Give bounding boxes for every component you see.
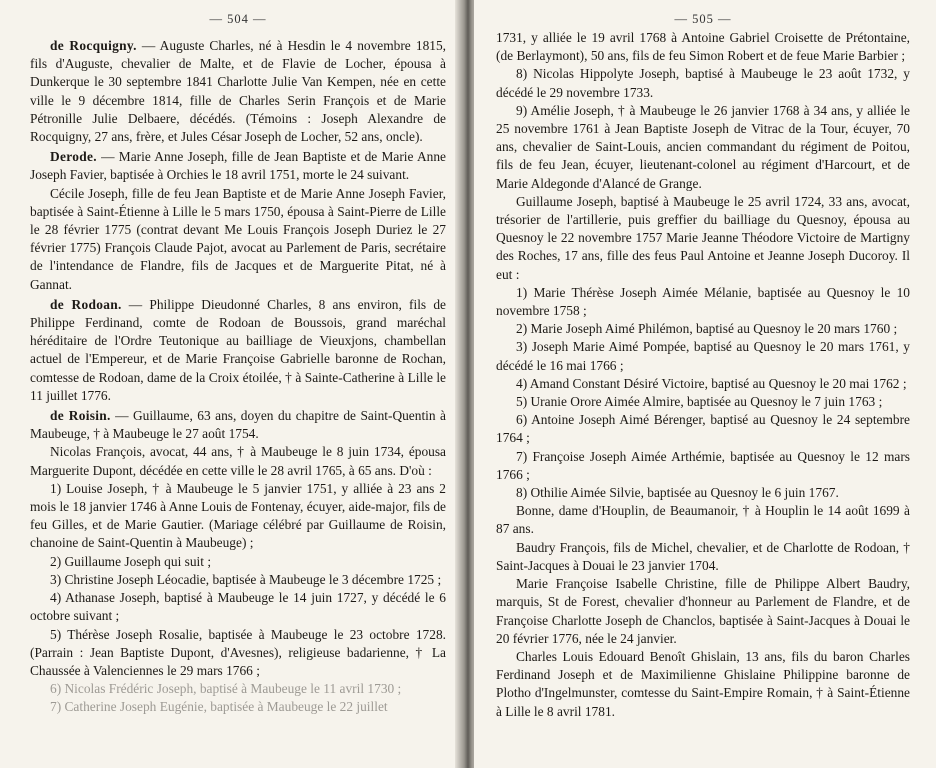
paragraph	[30, 589, 446, 625]
paragraph	[30, 37, 446, 146]
paragraph-text: 3) Christine Joseph Léocadie, baptisée à Maubeuge le 3 décembre 1725 ;	[50, 571, 442, 587]
paragraph-text: 9) Amélie Joseph, † à Maubeuge le 26 janvier 1768 à 34 ans, y alliée le 25 novembre 1761 à Jean Baptiste Joseph de Vitrac de la Tour, écuyer, 70 ans, chevalier de Saint-Louis, ancien commandant du régiment de Poitou, fils de feu Jean, écuyer, lieutenant-colonel au régiment d'Harcourt, et de Marie Aldegonde d'Alancé de Grange.	[496, 102, 910, 191]
paragraph	[496, 29, 910, 65]
paragraph	[496, 575, 910, 648]
paragraph-text: 5) Uranie Orore Aimée Almire, baptisée au Quesnoy le 7 juin 1763 ;	[516, 394, 883, 410]
paragraph	[496, 338, 910, 374]
paragraph	[496, 320, 910, 338]
paragraph	[496, 284, 910, 320]
paragraph-text: 6) Antoine Joseph Aimé Bérenger, baptisé au Quesnoy le 24 septembre 1764 ;	[496, 412, 910, 446]
paragraph-text: 6) Nicolas Frédéric Joseph, baptisé à Maubeuge le 11 avril 1730 ;	[50, 681, 402, 697]
family-name-heading: de Roisin.	[50, 408, 111, 424]
paragraph-text: 5) Thérèse Joseph Rosalie, baptisée à Maubeuge le 23 octobre 1728. (Parrain : Jean Baptiste Dupont, d'Avesnes), religieuse badarienne, † La Chaussée à Valenciennes le 29 mars 1766 ;	[30, 626, 446, 678]
paragraph	[30, 185, 446, 294]
paragraph-text: — Guillaume, 63 ans, doyen du chapitre de Saint-Quentin à Maubeuge, † à Maubeuge le 27 août 1754.	[30, 408, 446, 442]
paragraph	[30, 407, 446, 443]
paragraph-text: Marie Françoise Isabelle Christine, fille de Philippe Albert Baudry, marquis, St de Forest, chevalier d'honneur au Parlement de Flandre, et de Françoise Charlotte Joseph de Chanclos, baptisée à Saint-Jacques à Douai le 20 février 1776, née le 24 janvier.	[496, 576, 910, 646]
paragraph	[496, 484, 910, 502]
paragraph-text: Guillaume Joseph, baptisé à Maubeuge le 25 avril 1724, 33 ans, avocat, trésorier de l'artillerie, puis greffier du bailliage du Quesnoy, épousa au Quesnoy le 22 novembre 1757 Marie Jeanne Théodore Victoire de Martigny des Roches, 17 ans, fille des feus Paul Antoine et Jeanne Joseph Ducoroy. Il eut :	[496, 193, 910, 282]
paragraph	[496, 193, 910, 284]
paragraph	[496, 65, 910, 101]
paragraph	[30, 680, 446, 698]
paragraph	[30, 698, 446, 716]
paragraph	[496, 648, 910, 721]
paragraph	[496, 102, 910, 193]
paragraph-text: — Auguste Charles, né à Hesdin le 4 novembre 1815, fils d'Auguste, chevalier de Malte, et de Flavie de Locher, épousa à Dunkerque le 30 septembre 1841 Charlotte Julie Van Kempen, née en cette ville le 9 décembre 1814, fille de Charles Serin François et de Marie Pétronille Julie Delbaere, décédés. (Témoins : Joseph Alexandre de Rocquigny, 27 ans, frère, et Jules César Joseph de Locher, 52 ans, oncle).	[30, 38, 446, 145]
paragraph	[30, 553, 446, 571]
paragraph-text: 3) Joseph Marie Aimé Pompée, baptisé au Quesnoy le 20 mars 1761, y décédé le 16 mai 1766 ;	[496, 339, 910, 373]
right-page	[474, 0, 936, 768]
family-name-heading: de Rodoan.	[50, 296, 122, 312]
paragraph	[30, 571, 446, 589]
paragraph	[30, 443, 446, 479]
paragraph-text: 1) Louise Joseph, † à Maubeuge le 5 janvier 1751, y alliée à 23 ans 2 mois le 18 janvier 1746 à Anne Louis de Fontenay, écuyer, aide-major, fils de feu Gilles, et de Marie Gautier. (Mariage célébré par Guillaume de Roisin, chanoine de Saint-Quentin à Maubeuge) ;	[30, 480, 446, 551]
paragraph-text: 1731, y alliée le 19 avril 1768 à Antoine Gabriel Croisette de Prétontaine, (de Berlaymont), 50 ans, fils de feu Simon Robert et de feue Marie Barbier ;	[496, 30, 910, 64]
paragraph-text: 4) Athanase Joseph, baptisé à Maubeuge le 14 juin 1727, y décédé le 6 octobre suivant ;	[30, 590, 446, 624]
paragraph-text: 8) Othilie Aimée Silvie, baptisée au Quesnoy le 6 juin 1767.	[516, 485, 839, 501]
paragraph	[496, 502, 910, 538]
right-page-text	[496, 29, 910, 721]
paragraph	[496, 375, 910, 393]
paragraph-text: Cécile Joseph, fille de feu Jean Baptiste et de Marie Anne Joseph Favier, baptisée à Saint-Étienne à Lille le 5 mars 1750, épousa à Saint-Pierre de Lille le 28 février 1775 (contrat devant Me Louis François Joseph Duriez le 27 février 1775) François Claude Pajot, avocat au Parlement de Paris, secrétaire de l'intendance de Flandre, fils de Jacques et de Marguerite Pitat, né à Gannat.	[30, 185, 446, 292]
paragraph-text: 4) Amand Constant Désiré Victoire, baptisé au Quesnoy le 20 mai 1762 ;	[516, 375, 907, 391]
paragraph-text: Bonne, dame d'Houplin, de Beaumanoir, † à Houplin le 14 août 1699 à 87 ans.	[496, 503, 910, 537]
paragraph	[30, 148, 446, 184]
left-page-text	[30, 37, 446, 717]
paragraph	[30, 626, 446, 681]
paragraph	[30, 480, 446, 553]
paragraph-text: 8) Nicolas Hippolyte Joseph, baptisé à Maubeuge le 23 août 1732, y décédé le 29 novembre 1733.	[496, 66, 910, 100]
family-name-heading: de Rocquigny.	[50, 38, 137, 53]
paragraph	[496, 393, 910, 411]
paragraph-text: — Marie Anne Joseph, fille de Jean Baptiste et de Marie Anne Joseph Favier, baptisée à Orchies le 18 avril 1751, morte le 24 suivant.	[30, 149, 446, 183]
paragraph-text: 1) Marie Thérèse Joseph Aimée Mélanie, baptisée au Quesnoy le 10 novembre 1758 ;	[496, 284, 910, 319]
paragraph	[30, 296, 446, 405]
paragraph-text: 7) Catherine Joseph Eugénie, baptisée à Maubeuge le 22 juillet	[50, 699, 388, 715]
left-page	[0, 0, 462, 768]
paragraph-text: — Philippe Dieudonné Charles, 8 ans environ, fils de Philippe Ferdinand, comte de Rodoan de Boussois, grand maréchal héréditaire de l'Ordre Teutonique au bailliage de Vieuxjons, chambellan actuel de l'Empereur, et de Marie Françoise Gabrielle baronne de Rochan, comtesse de Rodoan, dame de la Croix étoilée, † à Sainte-Catherine à Lille le 11 juillet 1776.	[30, 296, 446, 403]
paragraph-text: 7) Françoise Joseph Aimée Arthémie, baptisée au Quesnoy le 12 mars 1766 ;	[496, 448, 910, 482]
paragraph-text: Baudry François, fils de Michel, chevalier, et de Charlotte de Rodoan, † Saint-Jacques à Douai le 23 janvier 1704.	[496, 539, 910, 573]
paragraph	[496, 411, 910, 447]
paragraph-text: 2) Marie Joseph Aimé Philémon, baptisé au Quesnoy le 20 mars 1760 ;	[516, 321, 898, 337]
family-name-heading: Derode.	[50, 149, 97, 165]
paragraph	[496, 448, 910, 484]
paragraph	[496, 539, 910, 575]
page-number-505: — 505 —	[674, 12, 732, 26]
paragraph-text: 2) Guillaume Joseph qui suit ;	[50, 553, 212, 569]
page-number-504: — 504 —	[209, 12, 267, 26]
paragraph-text: Charles Louis Edouard Benoît Ghislain, 13 ans, fils du baron Charles Ferdinand Joseph et de Maximilienne Ghislaine Philippine baronne de Plotho d'Ingelmunster, comtesse du Saint-Empire Romain, † à Saint-Étienne à Lille le 8 avril 1781.	[496, 648, 910, 719]
paragraph-text: Nicolas François, avocat, 44 ans, † à Maubeuge le 8 juin 1734, épousa Marguerite Dupont, décédée en cette ville le 28 avril 1765, à 65 ans. D'où :	[30, 444, 446, 478]
